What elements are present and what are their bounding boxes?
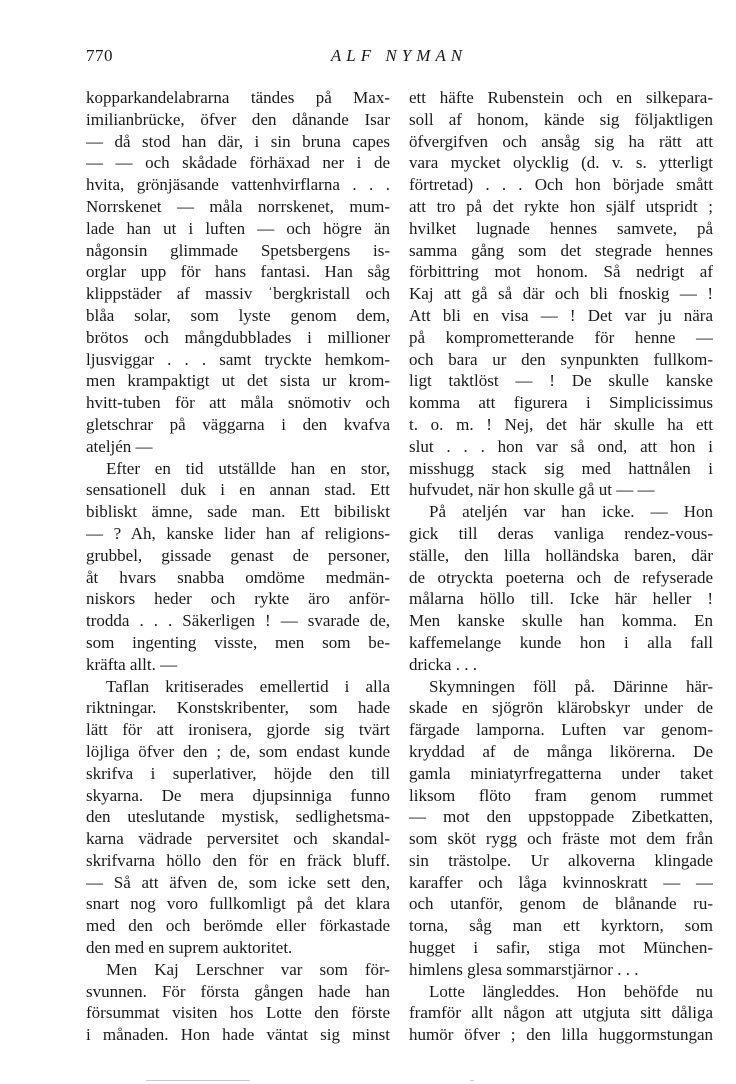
text-line: ateljén — <box>86 436 153 456</box>
text-line: trodda . . . Säkerligen ! — svarade de, <box>86 611 390 631</box>
text-line: ställe, den lilla holländska baren, där <box>409 545 713 565</box>
text-line: blåa solar, som lyste genom dem, <box>86 305 390 325</box>
text-line: lätt för att ironisera, gjorde sig tvärt <box>86 720 390 740</box>
text-line: dricka . . . <box>409 654 477 674</box>
text-line: liksom flöto fram genom rummet <box>409 785 713 805</box>
text-line: Taflan kritiserades emellertid i alla <box>106 676 390 696</box>
text-line: vara mycket olycklig (d. v. s. ytterligt <box>409 153 713 173</box>
text-line: kryddad af de många likörerna. De <box>409 741 713 761</box>
text-line: att tro på det rykte hon själf utspridt ; <box>409 196 713 216</box>
text-line: hugget i safir, stiga mot München- <box>409 938 713 958</box>
text-line: ett häfte Rubenstein och en silkepara- <box>409 88 713 107</box>
text-line: Men kanske skulle han komma. En <box>409 611 713 631</box>
text-line: gamla miniatyrfregatterna under taket <box>409 763 713 783</box>
text-line: som ingenting visste, men som be- <box>86 632 390 652</box>
text-line: brötos och mångdubblades i millioner <box>86 327 390 347</box>
text-line: himlens glesa sommarstjärnor . . . <box>409 959 639 979</box>
text-line: kaffemelange kunde hon i alla fall <box>409 632 713 652</box>
text-line: t. o. m. ! Nej, det här skulle ha ett <box>409 414 713 434</box>
text-line: hvitt-tuben för att måla snömotiv och <box>86 393 390 413</box>
text-line: slut . . . hon var så ond, att hon i <box>409 436 713 456</box>
page-header <box>86 46 712 76</box>
text-line: riktningar. Konstskribenter, som hade <box>86 698 390 718</box>
text-line: på komprometterande för henne — <box>409 327 713 347</box>
text-line: På ateljén var han icke. — Hon <box>429 502 713 522</box>
text-line: — mot den uppstoppade Zibetkatten, <box>409 807 713 827</box>
text-line: skrifvarna höllo den för en fräck bluff. <box>86 850 390 870</box>
text-line: Kaj att gå så där och bli fnoskig — ! <box>409 284 713 304</box>
text-line: Efter en tid utställde han en stor, <box>106 458 390 478</box>
text-line: snart nog voro fullkomligt på det klara <box>86 894 390 914</box>
text-line: niskors heder och rykte äro anför- <box>86 589 390 609</box>
running-head: ALF NYMAN <box>330 46 468 65</box>
text-line: — — och skådade förhäxad ner i de <box>86 153 390 173</box>
text-line: den med en suprem auktoritet. <box>86 938 293 958</box>
text-line: och utanför, genom de blånande ru- <box>409 894 713 914</box>
text-line: — Så att äfven de, som icke sett den, <box>86 872 390 892</box>
footer-rule-right <box>470 1080 474 1081</box>
text-line: ljusviggar . . . samt tryckte hemkom- <box>86 349 390 369</box>
text-line: soll af honom, kände sig följaktligen <box>409 109 713 129</box>
text-line: skrifva i superlativer, höjde den till <box>86 763 390 783</box>
text-line: kopparkandelabrarna tändes på Max- <box>86 88 390 107</box>
text-line: misshugg stack sig med hattnålen i <box>409 458 713 478</box>
text-line: — då stod han där, i sin bruna capes <box>86 131 390 151</box>
text-line: orglar upp för hans fantasi. Han såg <box>86 262 390 282</box>
text-line: någonsin glimmade Spetsbergens is- <box>86 240 390 260</box>
text-line: bibliskt ämne, sade man. Ett bibiliskt <box>86 502 390 522</box>
text-line: Att bli en visa — ! Det var ju nära <box>409 305 713 325</box>
text-line: ligt taktlöst — ! De skulle kanske <box>409 371 713 391</box>
text-line: — ? Ah, kanske lider han af religions- <box>86 523 390 543</box>
text-line: imilianbrücke, öfver den dånande Isar <box>86 109 390 129</box>
text-line: karaffer och låga kvinnoskratt — — <box>409 872 713 892</box>
text-line: med den och berömde eller förkastade <box>86 916 390 936</box>
text-line: förbittring mot honom. Så nedrigt af <box>409 262 713 282</box>
text-line: de otryckta poeterna och de refyserade <box>409 567 713 587</box>
left-text-column <box>86 87 390 1046</box>
text-line: gick till deras vanliga rendez-vous- <box>409 523 713 543</box>
text-line: humör öfver ; den lilla huggormstungan <box>409 1025 713 1045</box>
text-line: sin trästolpe. Ur alkoverna klingade <box>409 850 713 870</box>
text-line: i månaden. Hon hade väntat sig minst <box>86 1025 390 1045</box>
text-line: gletschrar på väggarna i den kvafva <box>86 414 390 434</box>
text-line: sensationell duk i en annan stad. Ett <box>86 480 390 500</box>
text-line: målarna höllo till. Icke här heller ! <box>409 589 713 609</box>
text-line: klippstäder af massiv ˈbergkristall och <box>86 284 390 304</box>
text-line: öfvergifven och ansåg sig ha rätt att <box>409 131 713 151</box>
text-line: Men Kaj Lerschner var som för- <box>106 959 390 979</box>
text-line: förtretad) . . . Och hon började smått <box>409 175 713 195</box>
text-line: skyarna. De mera djupsinniga funno <box>86 785 390 805</box>
text-line: Lotte längleddes. Hon behöfde nu <box>429 981 713 1001</box>
text-line: Norrskenet — måla norrskenet, mum- <box>86 196 390 216</box>
text-line: färgade lamporna. Luften var genom- <box>409 720 713 740</box>
text-line: lade han ut i luften — och högre än <box>86 218 390 238</box>
right-text-column <box>409 87 713 1046</box>
text-line: Skymningen föll på. Därinne här- <box>429 676 713 696</box>
text-line: försummat visiten hos Lotte den förste <box>86 1003 390 1023</box>
text-line: skade en sjögrön klärobskyr under de <box>409 698 713 718</box>
text-line: men krampaktigt ut det sista ur krom- <box>86 371 390 391</box>
text-line: samma gång som det stegrade hennes <box>409 240 713 260</box>
text-line: hvilket lugnade hennes samvete, på <box>409 218 713 238</box>
text-line: kräfta allt. — <box>86 654 178 674</box>
footer-rule-left <box>146 1080 250 1081</box>
text-line: framför allt någon att utgjuta sitt dåliga <box>409 1003 713 1023</box>
text-line: åt hvars snabba omdöme medmän- <box>86 567 390 587</box>
text-line: karna vädrade perversitet och skandal- <box>86 829 390 849</box>
page-number: 770 <box>86 46 113 65</box>
text-line: komma att figurera i Simplicissimus <box>409 393 713 413</box>
text-line: torna, såg man ett kyrktorn, som <box>409 916 713 936</box>
text-line: hufvudet, när hon skulle gå ut — — <box>409 480 655 500</box>
text-line: grubbel, gissade genast de personer, <box>86 545 390 565</box>
text-line: och bara ur den synpunkten fullkom- <box>409 349 713 369</box>
text-line: hvita, grönjäsande vattenhvirflarna . . . <box>86 175 390 195</box>
text-line: löjliga öfver den ; de, som endast kunde <box>86 741 390 761</box>
text-line: den uteslutande mystisk, sedlighetsma- <box>86 807 390 827</box>
text-line: som sköt rygg och fräste mot dem från <box>409 829 713 849</box>
text-line: svunnen. För första gången hade han <box>86 981 390 1001</box>
